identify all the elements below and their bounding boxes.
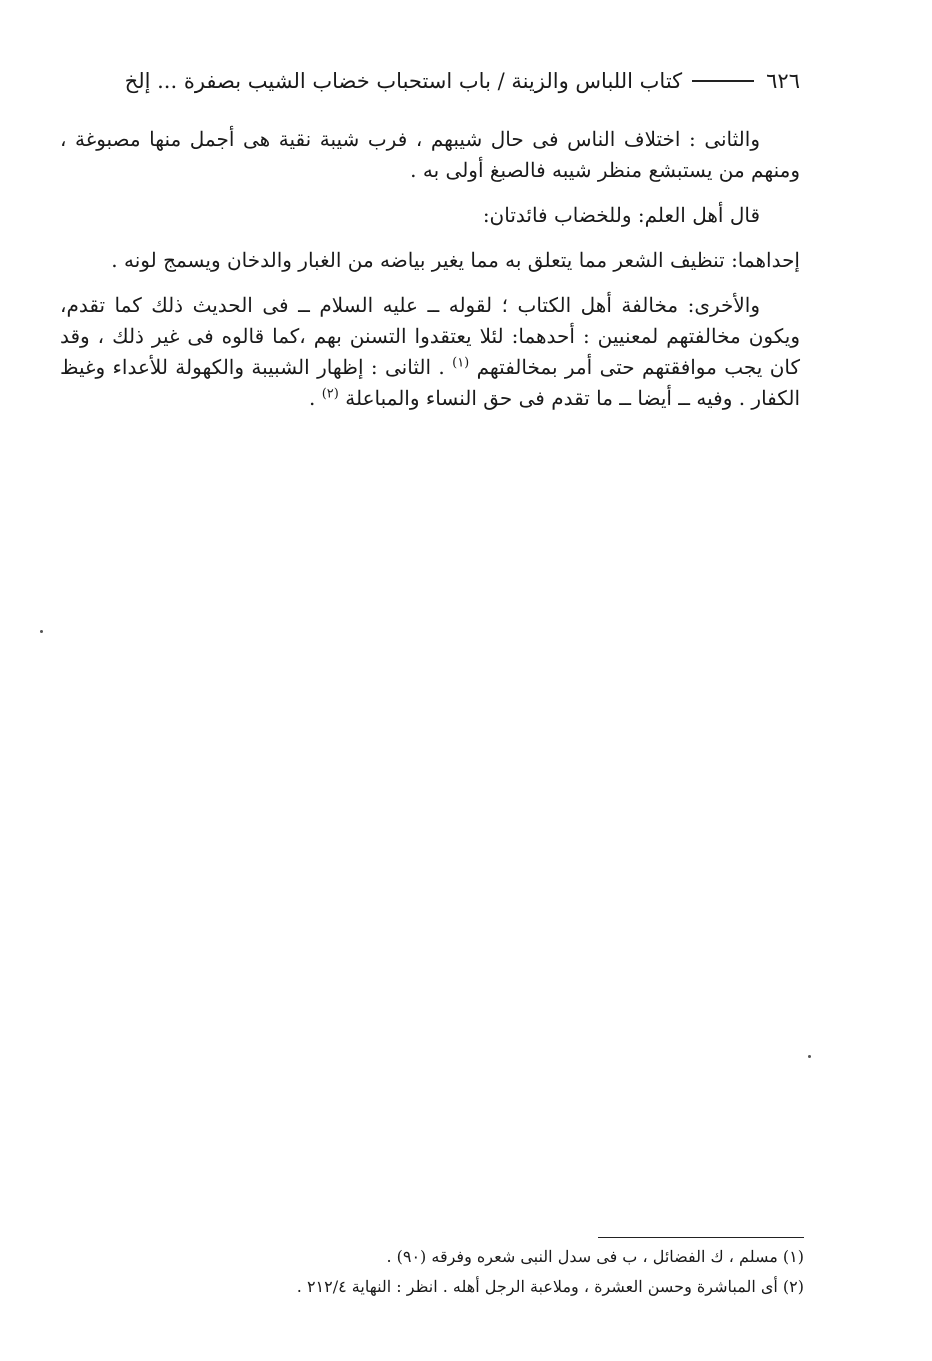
scan-speck bbox=[40, 630, 43, 633]
paragraph-second-benefit bbox=[60, 290, 800, 414]
main-text bbox=[60, 124, 800, 428]
footnote-2: (٢) أى المباشرة وحسن العشرة ، وملاعبة الرجل أهله . انظر : النهاية ٢١٢/٤ . bbox=[296, 1277, 804, 1296]
paragraph-second-reason: والثانى : اختلاف الناس فى حال شيبهم ، فرب شيبة نقية هى أجمل منها مصبوغة ، ومنهم من يستبشع منظر شيبه فالصبغ أولى به . bbox=[60, 127, 800, 182]
footnote-1: (١) مسلم ، ك الفضائل ، ب فى سدل النبى شعره وفرقه (٩٠) . bbox=[386, 1247, 804, 1266]
header-rule bbox=[692, 80, 754, 82]
running-title: كتاب اللباس والزينة / باب استحباب خضاب الشيب بصفرة ... إلخ bbox=[124, 69, 683, 93]
running-header bbox=[30, 66, 800, 96]
scan-speck bbox=[808, 1055, 811, 1058]
footnote-separator bbox=[598, 1237, 804, 1238]
footnotes bbox=[150, 1242, 804, 1302]
paragraph-first-benefit: إحداهما: تنظيف الشعر مما يتعلق به مما يغير بياضه من الغبار والدخان ويسمج لونه . bbox=[111, 248, 800, 272]
paragraph-text-part-2: . الثانى : إظهار الشبيبة والكهولة للأعداء وغيظ الكفار . وفيه ــ أيضا ــ ما تقدم فى حق النساء والمباعلة bbox=[60, 355, 800, 410]
page-number: ٦٢٦ bbox=[766, 69, 800, 93]
paragraph-two-benefits: قال أهل العلم: وللخضاب فائدتان: bbox=[482, 203, 760, 227]
paragraph-text-part-3: . bbox=[309, 386, 316, 410]
paragraph-text-part-1: والأخرى: مخالفة أهل الكتاب ؛ لقوله ــ عليه السلام ــ فى الحديث ذلك كما تقدم، ويكون مخالفتهم لمعنيين : أحدهما: لئلا يعتقدوا التسنن بهم ،كما قالوه فى غير ذلك ، وقد كان يجب موافقتهم حتى أمر بمخالفتهم bbox=[60, 293, 801, 379]
footnote-ref-1: (١) bbox=[452, 355, 470, 371]
footnote-ref-2: (٢) bbox=[321, 386, 339, 402]
